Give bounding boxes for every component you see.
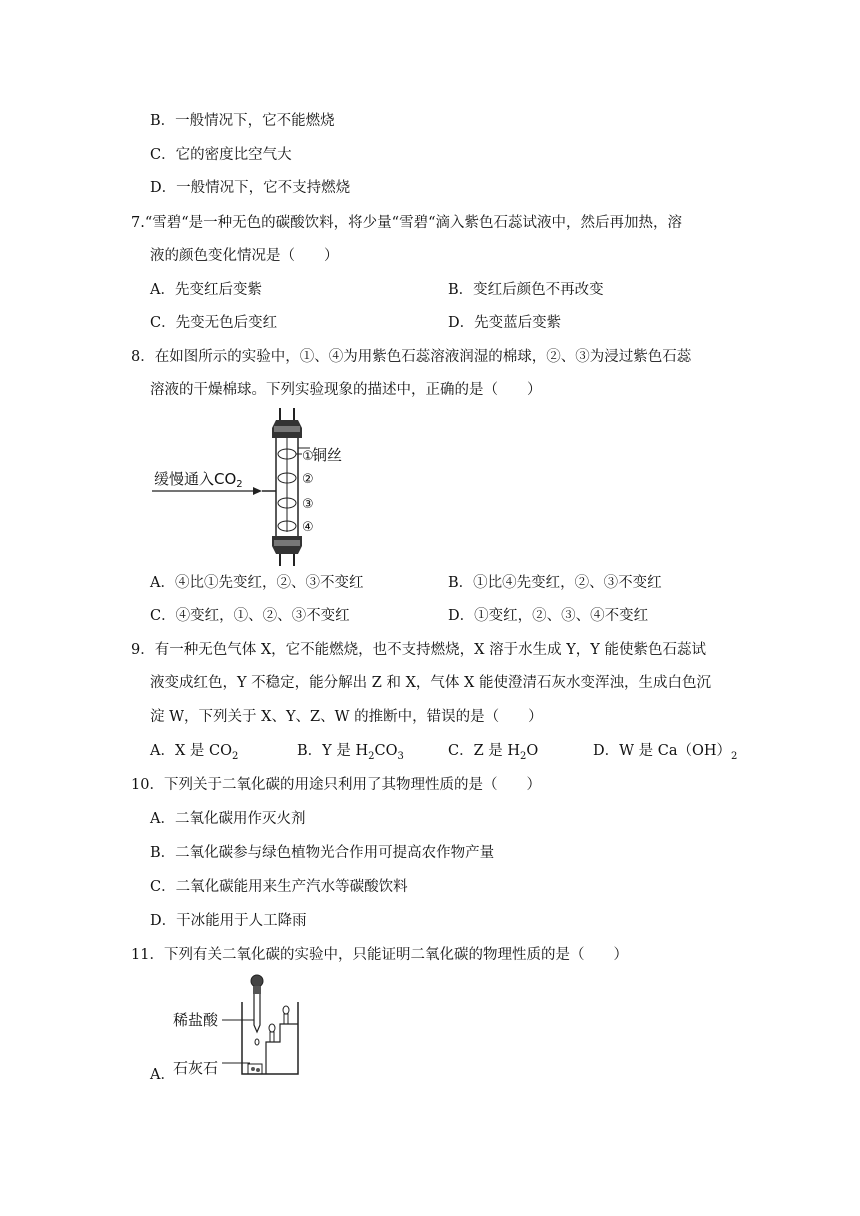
q9-option-b: B．Y 是 $H_2CO_3$ (297, 743, 404, 762)
q9-option-d: D．W 是 $Ca(OH)_2$ (593, 743, 738, 762)
q8-stem-line2: 溶液的干燥棉球。下列实验现象的描述中，正确的是（ ） (150, 382, 542, 398)
q8-option-c: C．④变红，①、②、③不变红 (150, 608, 350, 624)
q10-option-d: D．干冰能用于人工降雨 (150, 913, 307, 929)
q8-ball-4-label: ④ (302, 520, 314, 535)
q11-limestone-label: 石灰石 (173, 1059, 219, 1077)
q8-ball-1-label: ① (302, 449, 314, 464)
q7-stem-line1: 7.“雪碧“是一种无色的碳酸饮料，将少量“雪碧“滴入紫色石蕊试液中，然后再加热，溶 (131, 215, 682, 231)
q10-stem: 10．下列关于二氧化碳的用途只利用了其物理性质的是（ ） (131, 777, 541, 793)
q6-option-b: B．一般情况下，它不能燃烧 (150, 113, 335, 129)
q9-stem-line2: 液变成红色，Y 不稳定，能分解出 Z 和 X，气体 X 能使澄清石灰水变浑浊，生成白色沉 (150, 675, 711, 691)
q7-option-b: B．变红后颜色不再改变 (448, 282, 604, 298)
q10-option-a: A．二氧化碳用作灭火剂 (150, 811, 306, 827)
q9-stem-line3: 淀 W，下列关于 X、Y、Z、W 的推断中，错误的是（ ） (150, 709, 543, 725)
q8-figure-co2-tube (150, 408, 390, 566)
q8-wire-label: 铜丝 (312, 446, 343, 464)
q7-option-c: C．先变无色后变红 (150, 315, 278, 331)
q10-option-b: B．二氧化碳参与绿色植物光合作用可提高农作物产量 (150, 845, 495, 861)
q11-stem: 11．下列有关二氧化碳的实验中，只能证明二氧化碳的物理性质的是（ ） (131, 947, 628, 963)
q6-option-d: D．一般情况下，它不支持燃烧 (150, 180, 351, 196)
q8-option-b: B．①比④先变红，②、③不变红 (448, 575, 662, 591)
q6-option-c: C．它的密度比空气大 (150, 147, 292, 163)
q11-acid-label: 稀盐酸 (173, 1011, 219, 1029)
q9-stem-line1: 9．有一种无色气体 X，它不能燃烧，也不支持燃烧，X 溶于水生成 Y，Y 能使紫色石蕊试 (131, 642, 706, 658)
q9-option-c: C．Z 是 $H_2O$ (448, 743, 539, 762)
q8-ball-3-label: ③ (302, 497, 314, 512)
q9-option-a: A．X 是 $CO_2$ (150, 743, 239, 762)
q7-option-a: A．先变红后变紫 (150, 282, 262, 298)
q7-option-d: D．先变蓝后变紫 (448, 315, 562, 331)
q11-option-a: A． (150, 1067, 175, 1083)
q7-stem-line2: 液的颜色变化情况是（ ） (150, 248, 339, 264)
q8-inlet-label: 缓慢通入$CO_2$ (154, 470, 243, 490)
q8-stem-line1: 8．在如图所示的实验中，①、④为用紫色石蕊溶液润湿的棉球，②、③为浸过紫色石蕊 (131, 349, 692, 365)
q11-option-a-figure-beaker (170, 970, 310, 1080)
q10-option-c: C．二氧化碳能用来生产汽水等碳酸饮料 (150, 879, 408, 895)
q8-option-a: A．④比①先变红，②、③不变红 (150, 575, 364, 591)
q8-option-d: D．①变红，②、③、④不变红 (448, 608, 649, 624)
q8-ball-2-label: ② (302, 472, 314, 487)
